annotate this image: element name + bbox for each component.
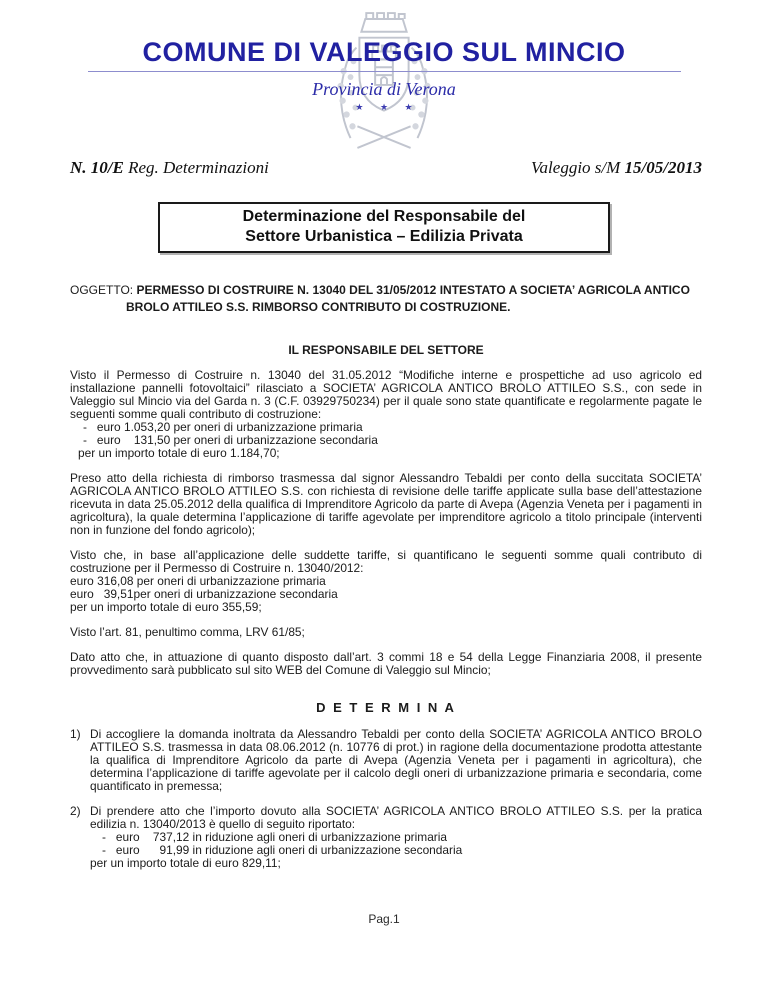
item-text: Di prendere atto che l’importo dovuto alla SOCIETA’ AGRICOLA ANTICO BROLO ATTILEO S.S. per la pratica edilizia n. 13040/2013 è quello di seguito riportato: [90,804,702,831]
registry-date [531,157,702,178]
item-number: 2) [70,804,81,818]
dato-atto-paragraph: Dato atto che, in attuazione di quanto disposto dall’art. 3 commi 18 e 54 della Legge Finanziaria 2008, il presente provvedimento sarà pubblicato sul sito WEB del Comune di Valeggio sul Mincio; [70,650,702,677]
visto1-paragraph: Visto il Permesso di Costruire n. 13040 del 31.05.2012 “Modifiche interne e prospettiche ad uso agricolo ed installazione pannelli fotovoltaici” rilasciato a SOCIETA’ AGRICOLA ANTICO BROLO ATTILEO S.S., con sede in Valeggio sul Mincio via del Garda n. 3 (C.F. 03929750234) per il quale sono state quantificate e regolarmente pagate le seguenti somme quali contributo di costruzione: [70,368,702,421]
registry-place: Valeggio s/M [531,158,625,177]
visto2-total-line: per un importo totale di euro 355,59; [70,600,262,614]
determination-title-line2: Settore Urbanistica – Edilizia Privata [245,228,523,245]
registry-date-value: 15/05/2013 [624,158,702,177]
subject-text: PERMESSO DI COSTRUIRE N. 13040 DEL 31/05/2012 INTESTATO A SOCIETA’ AGRICOLA ANTICO BROLO ATTILEO S.S. RIMBORSO CONTRIBUTO DI COSTRUZIONE. [126,283,690,314]
header-divider [88,71,681,72]
registry-register-label: Reg. Determinazioni [123,158,269,177]
document-header [0,0,768,113]
visto2-paragraph: Visto che, in base all’applicazione delle suddette tariffe, si quantificano le seguenti somme quali contributo di costruzione per il Permesso di Costruire n. 13040/2012: [70,548,702,575]
list-item: euro 39,51per oneri di urbanizzazione secondaria [70,587,338,601]
municipality-title: COMUNE DI VALEGGIO SUL MINCIO [142,37,626,67]
visto1-amount-list [70,421,702,460]
stars-ornament-icon: ★ ★ ★ [355,102,420,112]
list-item: - euro 737,12 in riduzione agli oneri di urbanizzazione primaria [102,830,448,844]
item-number: 1) [70,727,81,741]
registry-line [0,157,768,178]
document-body [0,282,768,870]
determina-heading: D E T E R M I N A [316,700,456,715]
preso-atto-paragraph: Preso atto della richiesta di rimborso trasmessa dal signor Alessandro Tebaldi per conto della succitata SOCIETA’ AGRICOLA ANTICO BROLO ATTILEO S.S. con richiesta di revisione delle tariffe applicate sulla base dell’attestazione ricevuta in data 25.05.2012 della qualifica di Imprenditore Agricolo da parte di Avepa (Agenzia Veneta per i pagamenti in agricoltura), la quale determina l’applicazione di tariffe agevolate per imprenditore agricolo a titolo principale (interventi non in funzione del fondo agricolo); [70,471,702,537]
province-subtitle: Provincia di Verona [312,79,456,99]
registry-number [70,157,269,178]
visto1-total-line: per un importo totale di euro 1.184,70; [78,446,280,460]
subject-paragraph [70,282,702,316]
list-item: - euro 131,50 per oneri di urbanizzazione secondaria [83,433,378,447]
visto3-paragraph: Visto l’art. 81, penultimo comma, LRV 61/85; [70,625,305,639]
item2-total-line: per un importo totale di euro 829,11; [90,856,281,870]
page-number: Pag.1 [368,912,400,926]
list-item: euro 316,08 per oneri di urbanizzazione primaria [70,574,326,588]
subject-label: OGGETTO: [70,283,137,297]
registry-number-value: N. 10/E [70,158,124,177]
determina-item-1 [70,728,702,793]
determina-item-2 [70,805,702,870]
visto2-amount-list [70,575,702,614]
responsabile-heading: IL RESPONSABILE DEL SETTORE [288,343,484,357]
list-item: - euro 91,99 in riduzione agli oneri di urbanizzazione secondaria [102,843,463,857]
list-item: - euro 1.053,20 per oneri di urbanizzazione primaria [83,420,363,434]
determination-title-line1: Determinazione del Responsabile del [242,208,526,225]
item-text: Di accogliere la domanda inoltrata da Alessandro Tebaldi per conto della SOCIETA’ AGRICOLA ANTICO BROLO ATTILEO S.S. trasmessa in data 08.06.2012 (n. 10776 di prot.) in ragione della documentazione prodotta attestante la qualifica di Imprenditore Agricolo da parte di Avepa (Agenzia Veneta per i pagamenti in agricoltura), che determina l’applicazione di tariffe agevolate per il calcolo degli oneri di urbanizzazione primaria e secondaria, come quantificato in premessa; [90,727,702,793]
determination-title-box [158,202,610,253]
